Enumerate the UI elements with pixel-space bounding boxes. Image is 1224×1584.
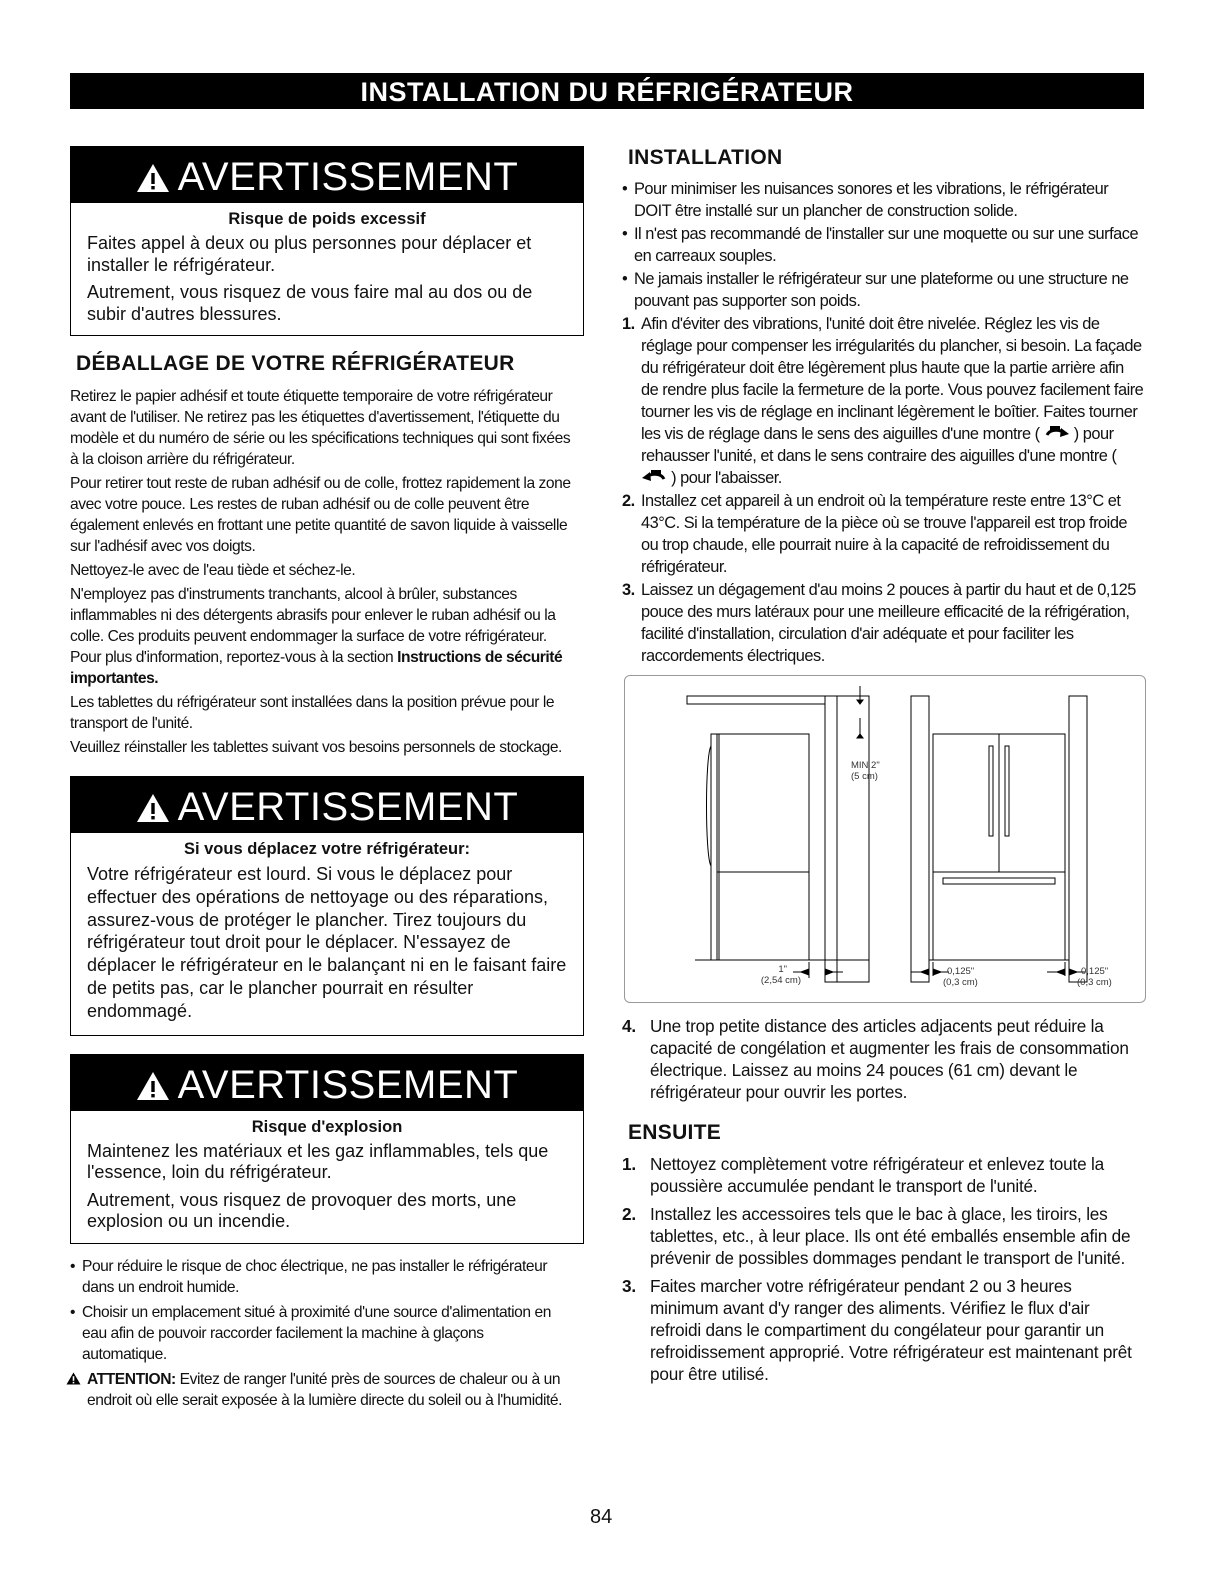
unpacking-text bbox=[70, 386, 580, 758]
warning-paragraph: Autrement, vous risquez de vous faire mal au dos ou de subir d'autres blessures. bbox=[87, 282, 533, 324]
numbered-step bbox=[622, 579, 1144, 667]
unpacking-paragraph: Pour retirer tout reste de ruban adhésif ou de colle, frottez rapidement la zone avec votre pouce. Les restes de ruban adhésif ou de colle peuvent être également enlevés en frottant une petite quantité de savon liquide à vaisselle sur l'adhésif avec vos doigts. bbox=[70, 475, 571, 555]
warning-header bbox=[71, 777, 583, 833]
side-gap-label bbox=[721, 964, 801, 986]
page-number: 84 bbox=[590, 1506, 613, 1528]
numbered-step bbox=[622, 490, 1144, 578]
warning-paragraph: Votre réfrigérateur est lourd. Si vous le déplacez pour effectuer des opérations de nettoyage ou des réparations, assurez-vous de protéger le plancher. Tirez toujours du réfrigérateur tout droit pour le déplacer. N'essayez de déplacer le réfrigérateur en le balançant ni en le faisant faire de petits pas, car le plancher pourrait en résulter endommagé. bbox=[87, 864, 567, 1021]
bullet-item: • Pour réduire le risque de choc électrique, ne pas installer le réfrigérateur dans un endroit humide. bbox=[70, 1256, 570, 1298]
numbered-step bbox=[622, 1153, 1144, 1197]
unpacking-paragraph: Retirez le papier adhésif et toute étiquette temporaire de votre réfrigérateur avant de l'utiliser. Ne retirez pas les étiquettes d'avertissement, l'étiquette du modèle et du numéro de série ou les spécifications techniques qui sont fixées à la cloison arrière du réfrigérateur. bbox=[70, 388, 571, 468]
step-text: Nettoyez complètement votre réfrigérateur et enlevez toute la poussière accumulée pendant le transport de l'unité. bbox=[650, 1154, 1105, 1196]
min-clearance-label bbox=[851, 760, 880, 782]
bullet-item: • Choisir un emplacement situé à proximité d'une source d'alimentation en eau afin de pouvoir raccorder facilement la machine à glaçons automatique. bbox=[70, 1302, 570, 1365]
installation-heading: INSTALLATION bbox=[628, 146, 783, 169]
warning-box-moving bbox=[70, 776, 584, 1036]
warning-subtitle: Risque de poids excessif bbox=[228, 210, 426, 228]
unpacking-paragraph: Les tablettes du réfrigérateur sont installées dans la position prévue pour le transport de l'unité. bbox=[70, 694, 555, 732]
warning-box-weight bbox=[70, 146, 584, 336]
step-text: ) pour l'abaisser. bbox=[671, 469, 782, 487]
unpacking-paragraph: Nettoyez-le avec de l'eau tiède et séchez-le. bbox=[70, 562, 356, 579]
unpacking-paragraph-text: N'employez pas d'instruments tranchants, alcool à brûler, substances inflammables ni des détergents abrasifs pour enlever le ruban adhésif ou la colle. Ces produits peuvent endommager la surface de votre réfrigérateur. Pour plus d'information, reportez-vous à la section bbox=[70, 586, 556, 666]
numbered-step bbox=[622, 313, 1144, 489]
attention-note bbox=[70, 1369, 570, 1411]
min-clearance-cm: (5 cm) bbox=[851, 771, 878, 782]
bullet-item: • Pour minimiser les nuisances sonores et les vibrations, le réfrigérateur DOIT être installé sur un plancher de construction solide. bbox=[622, 178, 1144, 222]
step-number: 2. bbox=[622, 492, 635, 510]
ensuite-heading: ENSUITE bbox=[628, 1121, 722, 1144]
warning-subtitle: Risque d'explosion bbox=[251, 1117, 403, 1136]
installation-step-4 bbox=[622, 1015, 1144, 1103]
step-number: 3. bbox=[622, 581, 635, 599]
attention-text: Evitez de ranger l'unité près de sources de chaleur ou à un endroit où elle serait exposée à la lumière directe du soleil ou à l'humidité. bbox=[87, 1370, 562, 1409]
right-column bbox=[622, 146, 1144, 1388]
bullet-item: • Ne jamais installer le réfrigérateur sur une plateforme ou une structure ne pouvant pas supporter son poids. bbox=[622, 268, 1144, 312]
step-number: 4. bbox=[622, 1016, 636, 1036]
left-gap-inches: 0,125" bbox=[947, 966, 975, 977]
warning-header bbox=[71, 1055, 583, 1111]
ensuite-text bbox=[622, 1153, 1144, 1385]
left-gap-label bbox=[943, 966, 978, 988]
step-text: Afin d'éviter des vibrations, l'unité doit être nivelée. Réglez les vis de réglage pour compenser les irrégularités du plancher, si besoin. La façade du réfrigérateur doit être légèrement plus haute que la partie arrière afin de rendre plus facile la fermeture de la porte. Vous pouvez facilement faire tourner les vis de réglage en inclinant légèrement le boîtier. Faites tourner les vis de réglage dans le sens des aiguilles d'une montre ( bbox=[641, 315, 1144, 443]
numbered-step bbox=[622, 1015, 1144, 1103]
step-number: 3. bbox=[622, 1276, 636, 1296]
warning-title: AVERTISSEMENT bbox=[177, 1062, 519, 1107]
min-clearance-inches: MIN 2" bbox=[851, 760, 880, 771]
step-number: 1. bbox=[622, 1154, 636, 1174]
step-text: Une trop petite distance des articles adjacents peut réduire la capacité de congélation et augmenter les frais de consommation électrique. Laissez au moins 24 pouces (61 cm) devant le réfrigérateur pour ouvrir les portes. bbox=[650, 1016, 1129, 1102]
side-gap-cm: (2,54 cm) bbox=[760, 975, 801, 986]
warning-title: AVERTISSEMENT bbox=[177, 785, 519, 829]
warning-triangle-icon bbox=[136, 793, 170, 823]
unpacking-paragraph bbox=[70, 584, 580, 689]
bullet-item: • Il n'est pas recommandé de l'installer sur une moquette ou sur une surface en carreaux souples. bbox=[622, 223, 1144, 267]
safety-instructions-reference: Instructions de sécurité importantes. bbox=[70, 649, 563, 687]
warning-header bbox=[71, 147, 583, 203]
location-notes bbox=[70, 1256, 570, 1411]
numbered-step bbox=[622, 1275, 1144, 1385]
page-banner: INSTALLATION DU RÉFRIGÉRATEUR bbox=[70, 73, 1144, 109]
clearance-diagram-drawing bbox=[625, 676, 1145, 1002]
warning-title: AVERTISSEMENT bbox=[177, 155, 519, 199]
warning-subtitle: Si vous déplacez votre réfrigérateur: bbox=[183, 840, 471, 858]
right-gap-label bbox=[1077, 966, 1112, 988]
right-gap-inches: 0,125" bbox=[1081, 966, 1109, 977]
step-text: Faites marcher votre réfrigérateur pendant 2 ou 3 heures minimum avant d'y ranger des aliments. Vérifiez le flux d'air refroidi dans le compartiment du congélateur pour garantir un refroidissement approprié. Votre réfrigérateur est maintenant prêt pour être utilisé. bbox=[650, 1276, 1132, 1384]
warning-triangle-icon bbox=[136, 163, 170, 193]
installation-text bbox=[622, 178, 1144, 667]
left-gap-cm: (0,3 cm) bbox=[943, 977, 978, 988]
clearance-diagram bbox=[624, 675, 1146, 1003]
step-number: 2. bbox=[622, 1204, 636, 1224]
warning-triangle-icon bbox=[136, 1071, 170, 1101]
left-column bbox=[70, 146, 584, 1411]
step-text: ) pour rehausser l'unité, et dans le sens contraire des aiguilles d'une montre ( bbox=[641, 425, 1117, 465]
warning-box-explosion bbox=[70, 1054, 584, 1244]
attention-label: ATTENTION: bbox=[87, 1370, 176, 1388]
step-text: Installez les accessoires tels que le bac à glace, les tiroirs, les tablettes, etc., à leur place. Ils ont été emballés ensemble afin de prévenir de possibles dommages pendant le transport de l'unité. bbox=[650, 1204, 1131, 1268]
step-text: Installez cet appareil à un endroit où la température reste entre 13°C et 43°C. Si la température de la pièce où se trouve l'appareil est trop froide ou trop chaude, elle pourrait nuire à la capacité de refroidissement du réfrigérateur. bbox=[641, 492, 1128, 576]
right-gap-cm: (0,3 cm) bbox=[1077, 977, 1112, 988]
unpacking-heading: DÉBALLAGE DE VOTRE RÉFRIGÉRATEUR bbox=[76, 352, 515, 375]
warning-triangle-icon bbox=[66, 1372, 81, 1385]
warning-paragraph: Autrement, vous risquez de provoquer des morts, une explosion ou un incendie. bbox=[87, 1189, 517, 1232]
unpacking-paragraph: Veuillez réinstaller les tablettes suivant vos besoins personnels de stockage. bbox=[70, 739, 562, 756]
counterclockwise-arrow-icon bbox=[641, 470, 667, 484]
numbered-step bbox=[622, 1203, 1144, 1269]
step-text: Laissez un dégagement d'au moins 2 pouces à partir du haut et de 0,125 pouce des murs latéraux pour une meilleure efficacité de la réfrigération, facilité d'installation, circulation d'air adéquate et pour faciliter les raccordements électriques. bbox=[641, 581, 1136, 665]
warning-paragraph: Maintenez les matériaux et les gaz inflammables, tels que l'essence, loin du réfrigérateur. bbox=[87, 1140, 549, 1183]
warning-paragraph: Faites appel à deux ou plus personnes pour déplacer et installer le réfrigérateur. bbox=[87, 233, 532, 275]
side-gap-inches: 1" bbox=[778, 964, 787, 975]
clockwise-arrow-icon bbox=[1044, 426, 1070, 440]
step-number: 1. bbox=[622, 315, 635, 333]
